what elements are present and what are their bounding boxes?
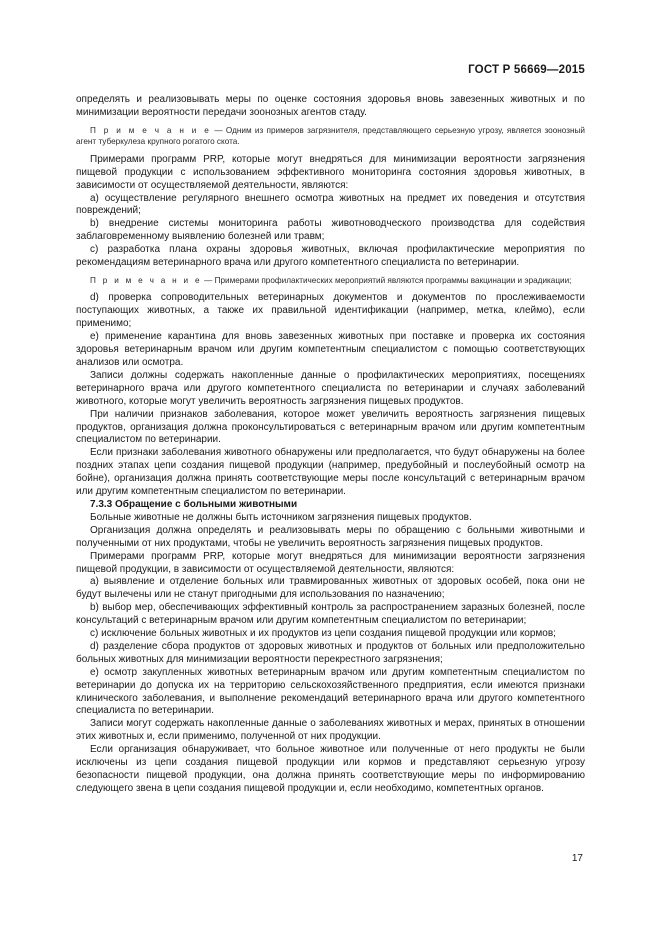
list-item: d) проверка сопроводительных ветеринарных документов и документов по прослеживаемости поступающих животных, а также их правильной идентификации (например, метка, клеймо), если применимо; bbox=[76, 292, 585, 330]
paragraph: Примерами программ PRP, которые могут внедряться для минимизации вероятности загрязнения пищевой продукции с использованием эффективного мониторинга состояния здоровья животных, в зависимости от осуществляемой деятельности, являются: bbox=[76, 153, 585, 191]
note bbox=[76, 275, 585, 287]
list-item: e) осмотр закупленных животных ветеринарным врачом или другим компетентным специалистом по ветеринарии до допуска их на территорию сельскохозяйственного предприятия, если имеются признаки клинического заболевания, и выполнение рекомендаций ветеринарного врача или другого компетентного специалиста по ветеринарии. bbox=[76, 666, 585, 717]
paragraph: Записи могут содержать накопленные данные о заболеваниях животных и мерах, принятых в отношении этих животных и, если применимо, полученной от них продукции. bbox=[76, 718, 585, 743]
list-item: e) применение карантина для вновь завезенных животных при поставке и проверка их состояния здоровья ветеринарным врачом или другим компетентным специалистом с помощью соответствующих анализов или осмотра. bbox=[76, 331, 585, 368]
paragraph: Примерами программ PRP, которые могут внедряться для минимизации вероятности загрязнения пищевой продукции, в зависимости от осуществляемой деятельности, являются: bbox=[76, 550, 585, 575]
section-heading: 7.3.3 Обращение с больными животными bbox=[90, 498, 298, 510]
list-item: c) разработка плана охраны здоровья животных, включая профилактические мероприятия по рекомендациям ветеринарного врача или другого компетентного специалиста по ветеринарии. bbox=[76, 244, 585, 269]
list-item: d) разделение сбора продуктов от здоровых животных и продуктов от больных или предположительно больных животных для минимизации вероятности перекрестного загрязнения; bbox=[76, 640, 585, 665]
paragraph: Если признаки заболевания животного обнаружены или предполагается, что будут обнаружены на более поздних этапах цепи создания пищевой продукции (например, предубойный и послеубойный осмотр на бойне), организация должна принять соответствующие меры после консультаций с ветеринарным врачом или другим компетентным специалистом по ветеринарии. bbox=[76, 447, 585, 498]
paragraph: Организация должна определять и реализовывать меры по обращению с больными животными и полученными от них продуктами, чтобы не увеличить вероятность загрязнения пищевых продуктов. bbox=[76, 524, 585, 549]
document-body bbox=[76, 94, 585, 796]
note-label: П р и м е ч а н и е bbox=[90, 275, 202, 285]
note-text: — Примерами профилактических мероприятий являются программы вакцинации и эрадикации; bbox=[201, 275, 572, 285]
paragraph: определять и реализовывать меры по оценке состояния здоровья вновь завезенных животных и по минимизации вероятности передачи зоонозных агентов стаду. bbox=[76, 94, 585, 118]
list-item: b) выбор мер, обеспечивающих эффективный контроль за распространением заразных болезней, после консультаций с ветеринарным врачом или другим компетентным специалистом по ветеринарии; bbox=[76, 602, 585, 627]
paragraph: При наличии признаков заболевания, которое может увеличить вероятность загрязнения пищевых продуктов, организация должна проконсультироваться с ветеринарным врачом или другим компетентным специалистом по ветеринарии. bbox=[76, 408, 585, 446]
note-text: — Одним из примеров загрязнителя, представляющего серьезную угрозу, является зоонозный агент туберкулеза крупного рогатого скота. bbox=[76, 125, 585, 147]
page-number: 17 bbox=[571, 853, 583, 864]
list-item: a) осуществление регулярного внешнего осмотра животных на предмет их поведения и отсутствия повреждений; bbox=[76, 192, 585, 217]
paragraph: Больные животные не должны быть источником загрязнения пищевых продуктов. bbox=[90, 511, 472, 523]
note-label: П р и м е ч а н и е bbox=[90, 125, 212, 135]
note bbox=[76, 125, 585, 148]
paragraph: Записи должны содержать накопленные данные о профилактических мероприятиях, посещениях ветеринарного врача или другого компетентного специалиста по ветеринарии и случаях заболеваний животного, которые могут увеличить вероятность загрязнения пищевых продуктов. bbox=[76, 369, 585, 407]
list-item: b) внедрение системы мониторинга работы животноводческого производства для содействия заблаговременному выявлению болезней или травм; bbox=[76, 218, 585, 243]
paragraph: Если организация обнаруживает, что больное животное или полученные от него продукты не были исключены из цепи создания пищевой продукции или кормов и представляют серьезную угрозу безопасности пищевой продукции, она должна принять соответствующие меры по информированию следующего звена в цепи создания пищевой продукции и, если необходимо, компетентных органов. bbox=[76, 744, 585, 794]
list-item: a) выявление и отделение больных или травмированных животных от здоровых особей, пока они не будут вылечены или не станут пригодными для использования по назначению; bbox=[76, 576, 585, 601]
list-item: c) исключение больных животных и их продуктов из цепи создания пищевой продукции или кормов; bbox=[90, 628, 556, 640]
document-header: ГОСТ Р 56669—2015 bbox=[468, 64, 585, 76]
